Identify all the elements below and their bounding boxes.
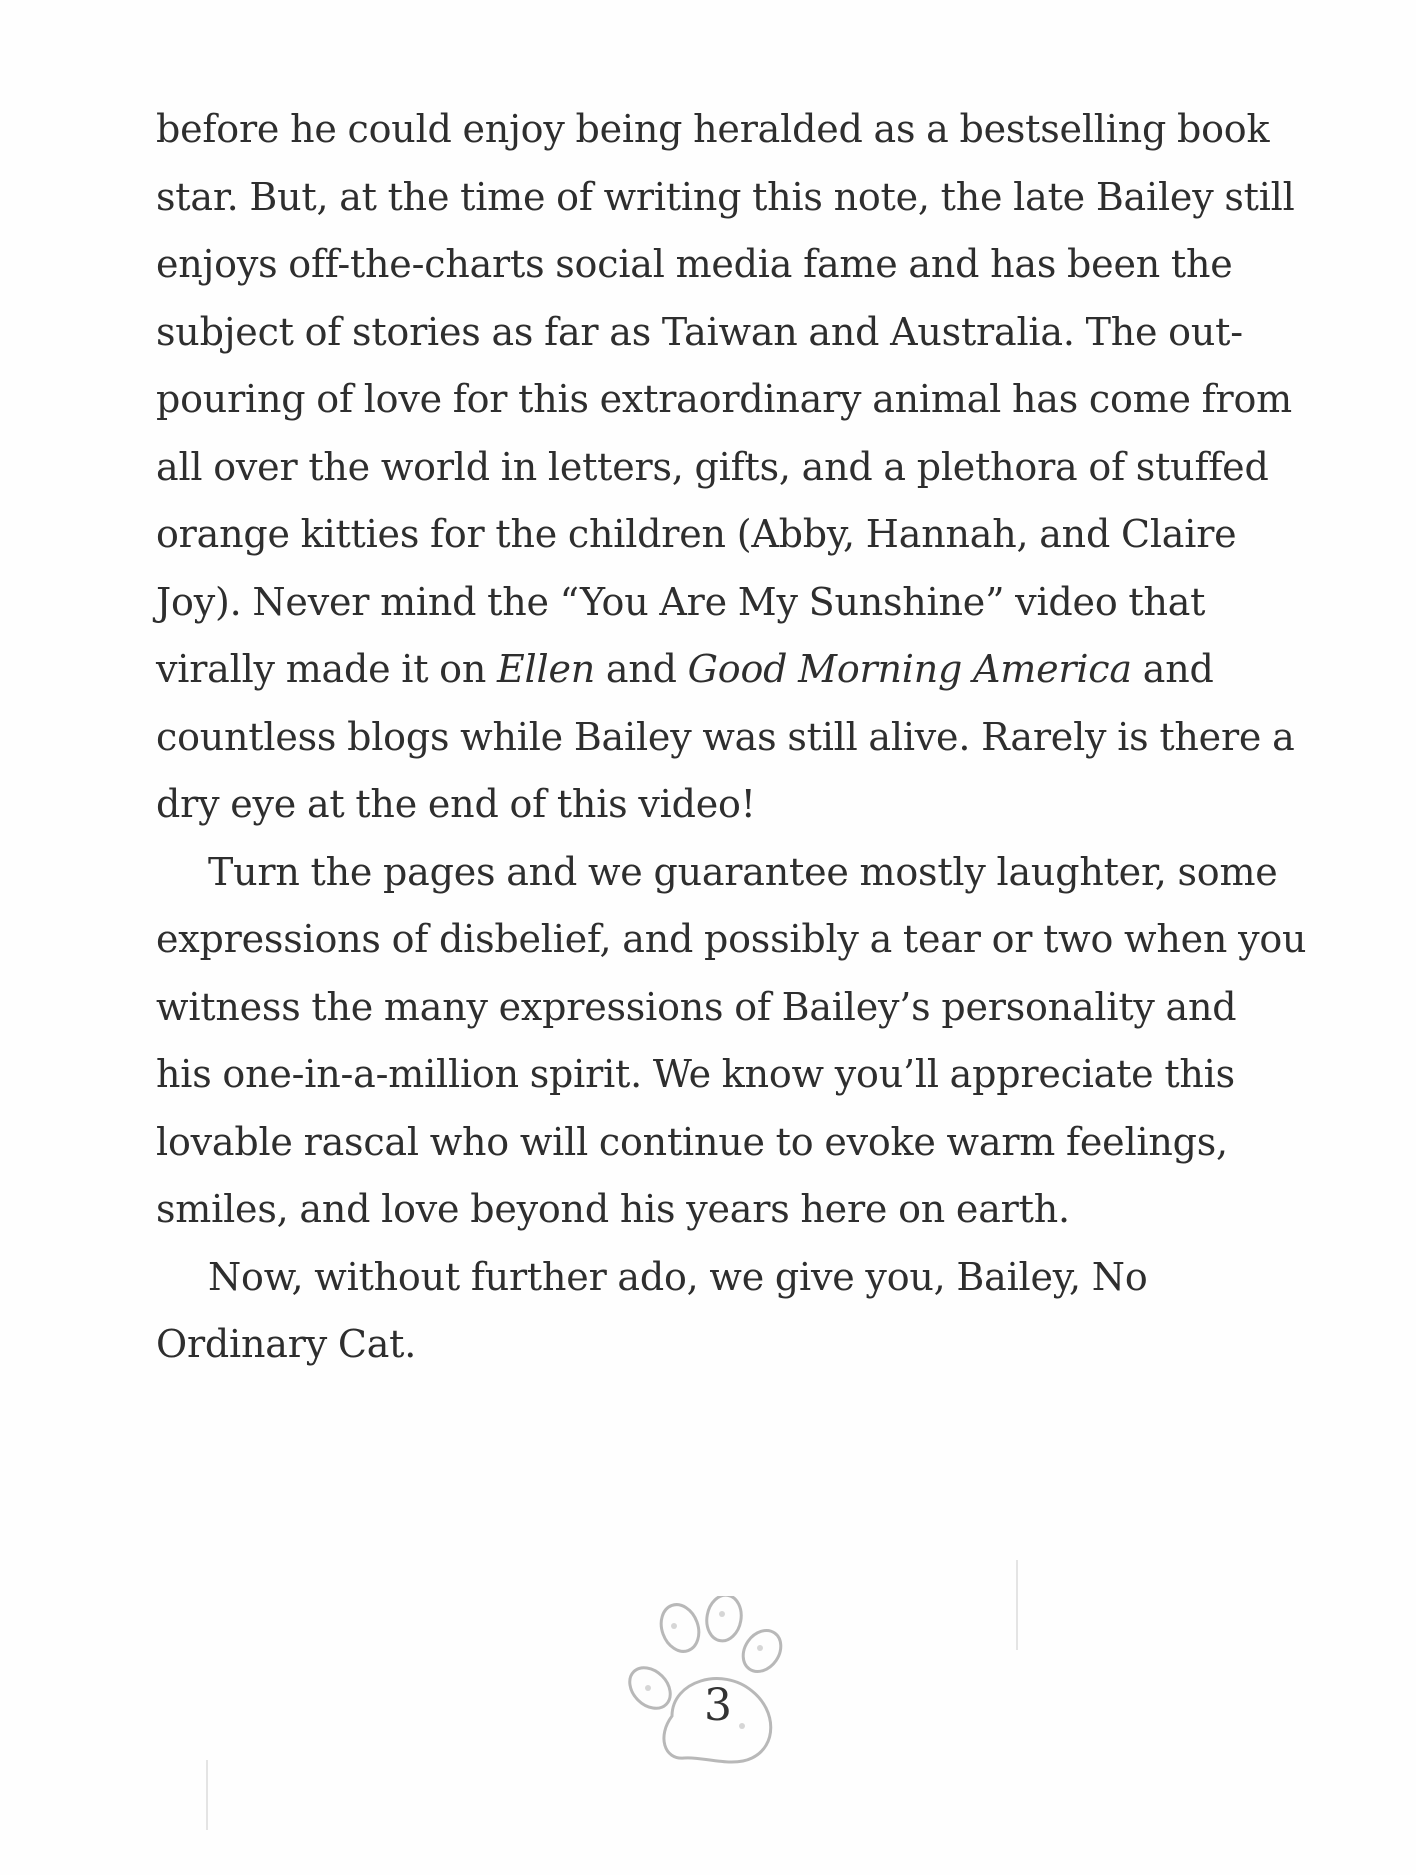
scan-artifact [206, 1760, 208, 1830]
paw-toe-2 [703, 1596, 744, 1644]
show-title-ellen: Ellen [497, 647, 596, 691]
body-text [156, 96, 1307, 1379]
text-line: Joy). Never mind the “You Are My Sunshine” video that [156, 579, 1206, 624]
text-line: dry eye at the end of this video! [156, 782, 756, 826]
text-run: and [595, 647, 688, 691]
paragraph-start-line: Now, without further ado, we give you, Bailey, No [208, 1254, 1148, 1299]
text-line: all over the world in letters, gifts, and a plethora of stuffed [156, 444, 1269, 489]
text-line: orange kitties for the children (Abby, Hannah, and Claire [156, 512, 1237, 556]
text-line: expressions of disbelief, and possibly a tear or two when you [156, 917, 1307, 961]
text-line: lovable rascal who will continue to evoke warm feelings, [156, 1119, 1228, 1164]
text-line: countless blogs while Bailey was still alive. Rarely is there a [156, 714, 1295, 759]
paragraph-start-line: Turn the pages and we guarantee mostly laughter, some [208, 849, 1278, 894]
paw-toe-1 [655, 1599, 705, 1656]
page-number: 3 [704, 1680, 732, 1731]
text-line: witness the many expressions of Bailey’s personality and [156, 984, 1237, 1029]
show-title-gma: Good Morning America [687, 647, 1132, 691]
text-run: and [1131, 647, 1214, 691]
text-line: enjoys off-the-charts social media fame and has been the [156, 242, 1233, 286]
text-line: Ordinary Cat. [156, 1322, 417, 1366]
paw-toe-3 [735, 1623, 788, 1679]
text-line: pouring of love for this extraordinary animal has come from [156, 377, 1293, 421]
text-line: his one-in-a-million spirit. We know you’ll appreciate this [156, 1052, 1235, 1096]
text-line: before he could enjoy being heralded as a bestselling book [156, 107, 1270, 151]
text-line: subject of stories as far as Taiwan and Australia. The out- [156, 309, 1243, 354]
scan-artifact [1016, 1560, 1018, 1650]
text-line-with-titles [156, 636, 1296, 704]
text-run: virally made it on [156, 647, 498, 691]
text-line: star. But, at the time of writing this note, the late Bailey still [156, 174, 1295, 219]
text-line: smiles, and love beyond his years here on earth. [156, 1187, 1070, 1231]
